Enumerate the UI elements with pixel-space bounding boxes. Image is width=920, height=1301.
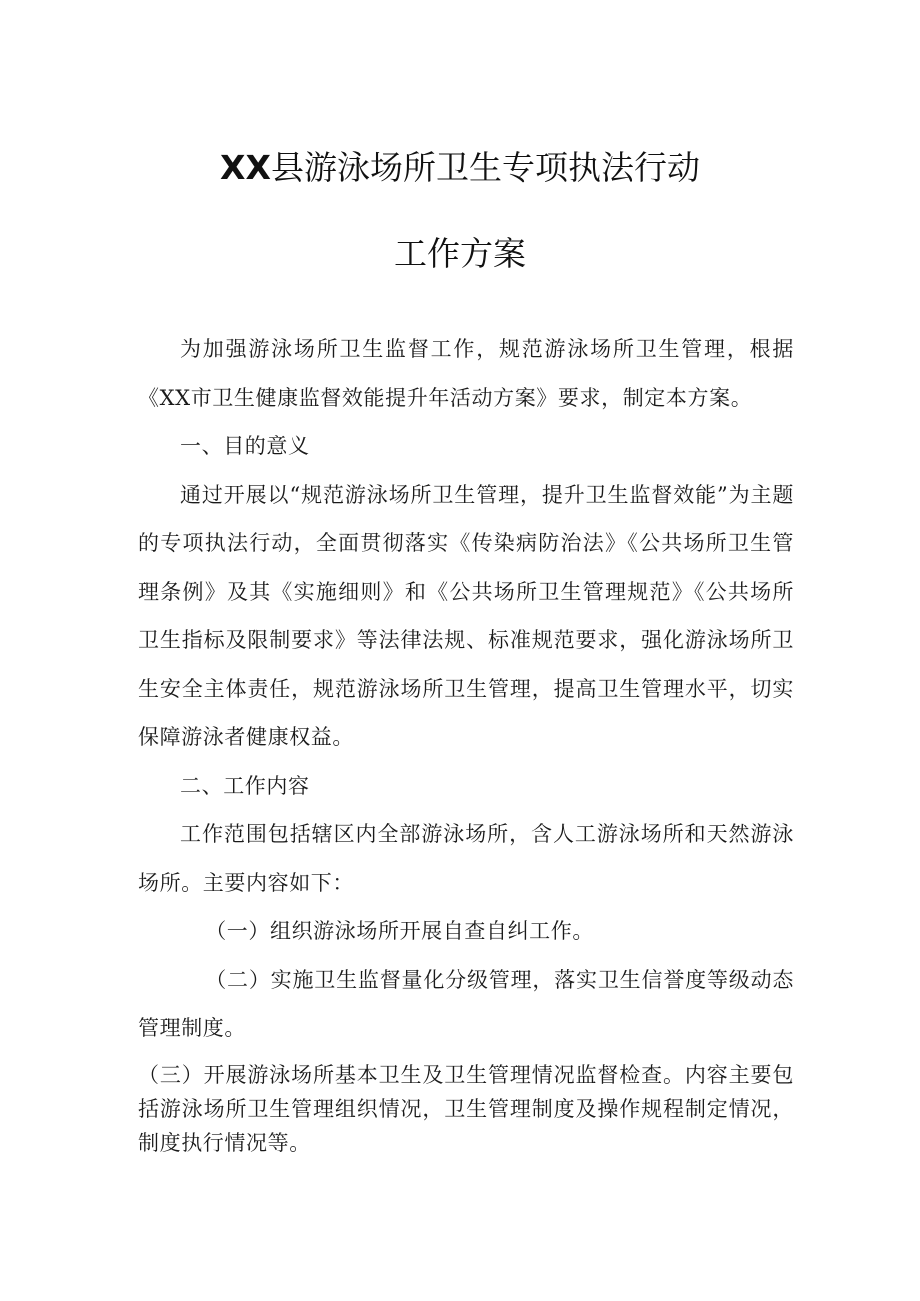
document-title-line1 (0, 142, 920, 189)
section1-paragraph: 通过开展以“规范游泳场所卫生管理，提升卫生监督效能”为主题的专项执法行动，全面贯彻落实《传染病防治法》《公共场所卫生管理条例》及其《实施细则》和《公共场所卫生管理规范》《公共场所卫生指标及限制要求》等法律法规、标准规范要求，强化游泳场所卫生安全主体责任，规范游泳场所卫生管理，提高卫生管理水平，切实保障游泳者健康权益。 (138, 482, 794, 749)
document-body (138, 325, 794, 1053)
title-county-placeholder: XX (220, 148, 271, 187)
section2-paragraph: 工作范围包括辖区内全部游泳场所，含人工游泳场所和天然游泳场所。主要内容如下： (138, 822, 794, 895)
title-main-text: 县游泳场所卫生专项执法行动 (270, 148, 700, 187)
section2-heading: 二、工作内容 (180, 773, 310, 798)
section1-heading: 一、目的意义 (180, 434, 310, 458)
content-item-2: （二）实施卫生监督量化分级管理，落实卫生信誉度等级动态管理制度。 (138, 967, 794, 1040)
content-item-1: （一）组织游泳场所开展自查自纠工作。 (205, 919, 594, 943)
content-item-3: （三）开展游泳场所基本卫生及卫生管理情况监督检查。内容主要包括游泳场所卫生管理组织情况，卫生管理制度及操作规程制定情况，制度执行情况等。 (138, 1063, 794, 1155)
document-title-line2: 工作方案 (394, 234, 526, 273)
intro-paragraph: 为加强游泳场所卫生监督工作，规范游泳场所卫生管理，根据《XX市卫生健康监督效能提升年活动方案》要求，制定本方案。 (138, 337, 794, 410)
